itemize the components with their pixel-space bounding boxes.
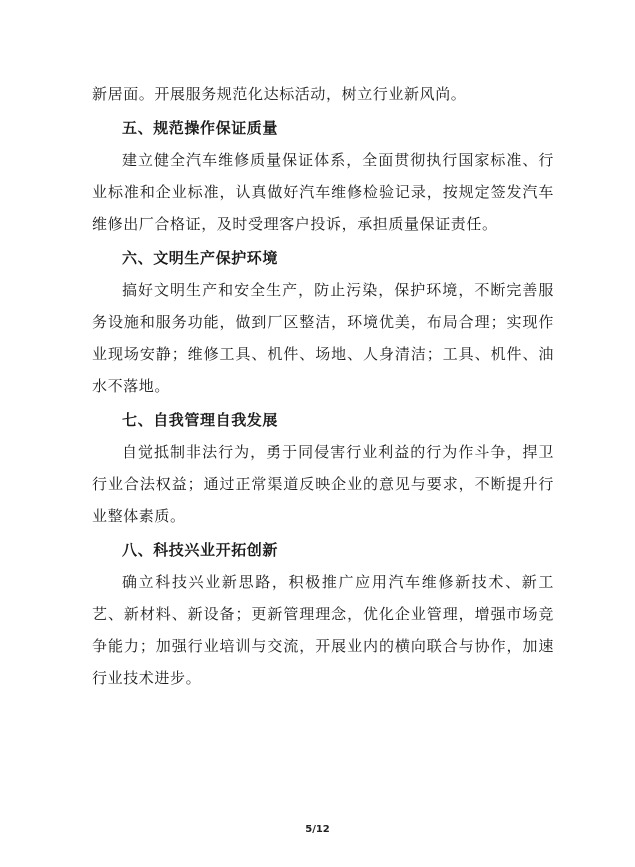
section-heading-6: 六、文明生产保护环境 xyxy=(122,249,279,267)
section-body-7: 自觉抵制非法行为，勇于同侵害行业利益的行为作斗争，捍卫行业合法权益；通过正常渠道反映企业的意见与要求，不断提升行业整体素质。 xyxy=(92,443,554,525)
section-body-5: 建立健全汽车维修质量保证体系，全面贯彻执行国家标准、行业标准和企业标准，认真做好汽车维修检验记录，按规定签发汽车维修出厂合格证，及时受理客户投诉，承担质量保证责任。 xyxy=(92,151,554,233)
page-number: 5/12 xyxy=(305,824,330,835)
document-page xyxy=(92,78,554,694)
section-heading-7: 七、自我管理自我发展 xyxy=(122,411,279,429)
section-body-8: 确立科技兴业新思路，积极推广应用汽车维修新技术、新工艺、新材料、新设备；更新管理理念，优化企业管理，增强市场竞争能力；加强行业培训与交流，开展业内的横向联合与协作，加速行业技术进步。 xyxy=(92,573,554,687)
intro-paragraph-tail: 新居面。开展服务规范化达标活动，树立行业新风尚。 xyxy=(92,85,467,103)
section-heading-5: 五、规范操作保证质量 xyxy=(122,119,279,137)
section-body-6: 搞好文明生产和安全生产，防止污染，保护环境，不断完善服务设施和服务功能，做到厂区整洁，环境优美，布局合理；实现作业现场安静；维修工具、机件、场地、人身清洁；工具、机件、油水不落地。 xyxy=(92,281,554,395)
section-heading-8: 八、科技兴业开拓创新 xyxy=(122,541,279,559)
